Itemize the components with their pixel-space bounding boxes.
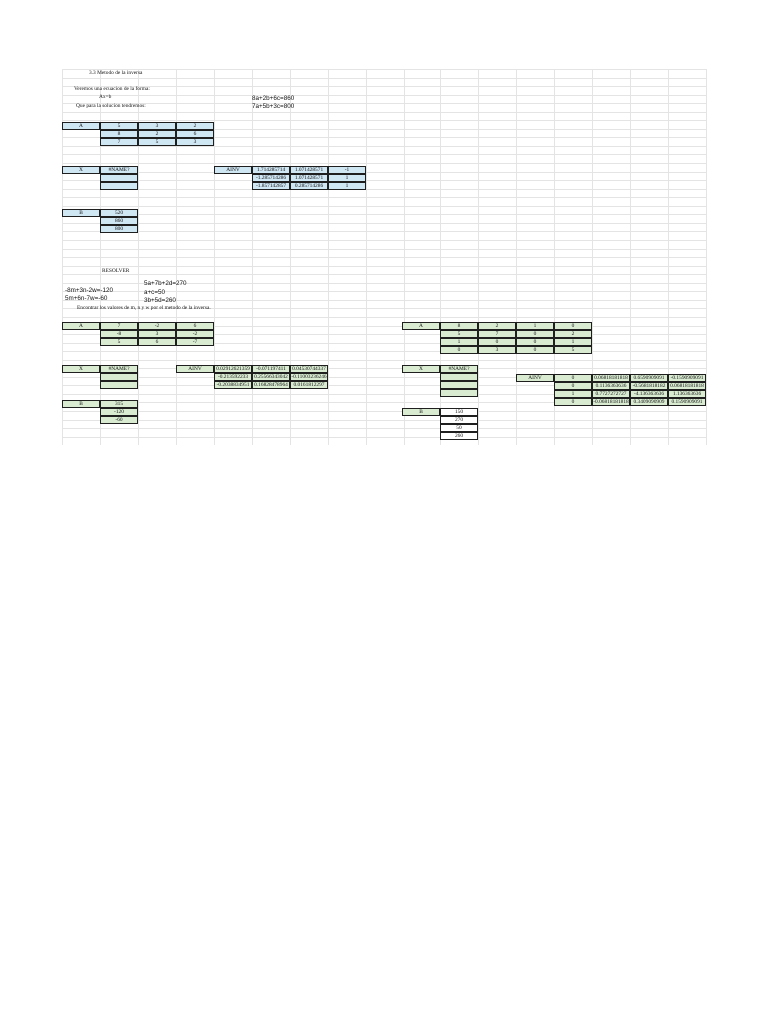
- matrix-ainv3-cell[interactable]: 0.06818181818: [668, 382, 706, 390]
- matrix-ainv2-cell[interactable]: 0.04530744337: [290, 365, 328, 373]
- matrix-ainv3-cell[interactable]: 0: [554, 374, 592, 382]
- vector-x3-cell[interactable]: #NAME?: [440, 365, 478, 373]
- matrix-a2-cell[interactable]: 7: [100, 322, 138, 330]
- matrix-a2-cell[interactable]: -2: [176, 330, 214, 338]
- matrix-ainv2-cell[interactable]: 0.02912621359: [214, 365, 252, 373]
- vector-x3-cell[interactable]: [440, 389, 478, 397]
- matrix-a3-cell[interactable]: 0: [516, 338, 554, 346]
- matrix-ainv3-cell[interactable]: -4.136363636: [630, 390, 668, 398]
- resolver-eq-1: 5a+7b+2d=270: [144, 280, 187, 287]
- matrix-ainv2-cell[interactable]: 0.16828478964: [252, 381, 290, 389]
- resolver-eq-2: a+c=50: [144, 289, 166, 296]
- vector-b2-cell[interactable]: -60: [100, 416, 138, 424]
- vector-b3-cell[interactable]: 150: [440, 408, 478, 416]
- vector-b3-cell[interactable]: 260: [440, 432, 478, 440]
- matrix-a-cell[interactable]: 5: [138, 138, 176, 146]
- vector-b-label[interactable]: B: [62, 209, 100, 217]
- matrix-a2-cell[interactable]: -8: [100, 330, 138, 338]
- matrix-a3-cell[interactable]: 5: [440, 330, 478, 338]
- vector-b3-label[interactable]: B: [402, 408, 440, 416]
- matrix-a3-cell[interactable]: 7: [478, 330, 516, 338]
- matrix-a-cell[interactable]: 3: [138, 122, 176, 130]
- matrix-a-cell[interactable]: 6: [176, 130, 214, 138]
- matrix-a3-cell[interactable]: 0: [478, 338, 516, 346]
- vector-x2-cell[interactable]: #NAME?: [100, 365, 138, 373]
- matrix-a3-cell[interactable]: 2: [554, 330, 592, 338]
- vector-b-cell[interactable]: 800: [100, 225, 138, 233]
- matrix-a3-label[interactable]: A: [402, 322, 440, 330]
- matrix-ainv3-cell[interactable]: 0.7727272727: [592, 390, 630, 398]
- vector-x3-cell[interactable]: [440, 381, 478, 389]
- vector-x2-cell[interactable]: [100, 381, 138, 389]
- matrix-ainv2-cell[interactable]: -0.11003236246: [291, 374, 327, 380]
- vector-x-label[interactable]: X: [62, 166, 100, 174]
- vector-x3-cell[interactable]: [440, 373, 478, 381]
- matrix-a-label[interactable]: A: [62, 122, 100, 130]
- vector-b2-cell[interactable]: -120: [100, 408, 138, 416]
- resolver-eq-5: 5m+6n-7w=-60: [65, 295, 108, 302]
- matrix-a3-cell[interactable]: 0: [516, 330, 554, 338]
- vector-x3-label[interactable]: X: [402, 365, 440, 373]
- matrix-a-cell[interactable]: 2: [138, 130, 176, 138]
- spreadsheet[interactable]: [62, 69, 706, 445]
- matrix-ainv-cell[interactable]: 1.071428571: [290, 166, 328, 174]
- matrix-ainv3-cell[interactable]: 0.6590909091: [630, 374, 668, 382]
- matrix-ainv3-cell[interactable]: 0.1136363636: [592, 382, 630, 390]
- section-title: 3.3 Metodo de la inversa: [89, 70, 143, 76]
- matrix-ainv2-cell[interactable]: -0.213592233: [214, 373, 252, 381]
- matrix-ainv-cell[interactable]: -1.857142857: [252, 182, 290, 190]
- vector-b-cell[interactable]: 520: [100, 209, 138, 217]
- intro-line-1: Veremos una ecuacion de la forma:: [74, 86, 150, 92]
- resolver-prompt: Encontrar los valores de m, n y w por el metodo de la inversa.: [77, 305, 211, 311]
- matrix-ainv-cell[interactable]: -1.285714286: [252, 174, 290, 182]
- vector-x-cell[interactable]: #NAME?: [100, 166, 138, 174]
- matrix-a-cell[interactable]: 3: [176, 138, 214, 146]
- matrix-ainv-cell[interactable]: 0.285714286: [290, 182, 328, 190]
- matrix-ainv3-cell[interactable]: 0.1590909091: [668, 398, 706, 406]
- matrix-ainv-cell[interactable]: -1: [328, 166, 366, 174]
- matrix-ainv-label[interactable]: AINV: [214, 166, 252, 174]
- matrix-a2-cell[interactable]: 5: [100, 338, 138, 346]
- matrix-ainv3-cell[interactable]: -0.1590909091: [668, 374, 706, 382]
- vector-x-cell[interactable]: [100, 182, 138, 190]
- matrix-ainv2-cell[interactable]: 0.0161812297: [290, 381, 328, 389]
- vector-x2-label[interactable]: X: [62, 365, 100, 373]
- matrix-a2-cell[interactable]: 3: [138, 330, 176, 338]
- resolver-eq-4: -8m+3n-2w=-120: [65, 287, 113, 294]
- vector-b3-cell[interactable]: 270: [440, 416, 478, 424]
- matrix-ainv-cell[interactable]: 1: [328, 182, 366, 190]
- matrix-ainv3-cell[interactable]: -0.06818181818: [593, 399, 629, 405]
- matrix-ainv3-cell[interactable]: 0: [554, 382, 592, 390]
- matrix-ainv3-cell[interactable]: -0.5681818182: [630, 382, 668, 390]
- matrix-a2-cell[interactable]: -7: [176, 338, 214, 346]
- matrix-ainv3-cell[interactable]: 1.136363636: [668, 390, 706, 398]
- vector-b2-cell[interactable]: 315: [100, 400, 138, 408]
- matrix-a3-cell[interactable]: 5: [554, 346, 592, 354]
- matrix-ainv2-cell[interactable]: 0.25566343042: [252, 373, 290, 381]
- vector-b-cell[interactable]: 860: [100, 217, 138, 225]
- matrix-a-cell[interactable]: 7: [100, 138, 138, 146]
- matrix-a3-cell[interactable]: 2: [478, 322, 516, 330]
- intro-line-2: Ax=b: [99, 94, 112, 100]
- matrix-a3-cell[interactable]: 0: [516, 346, 554, 354]
- matrix-a-cell[interactable]: 5: [100, 122, 138, 130]
- matrix-a3-cell[interactable]: 1: [554, 338, 592, 346]
- resolver-label: RESOLVER: [102, 268, 130, 274]
- matrix-ainv3-cell[interactable]: 0.06818181818: [592, 374, 630, 382]
- matrix-ainv-cell[interactable]: 1: [328, 174, 366, 182]
- vector-b2-label[interactable]: B: [62, 400, 100, 408]
- matrix-ainv3-label[interactable]: AINV: [516, 374, 554, 382]
- matrix-a3-cell[interactable]: 1: [440, 338, 478, 346]
- intro-line-3: Que para la solucion tendremos:: [76, 103, 146, 109]
- vector-b3-cell[interactable]: 50: [440, 424, 478, 432]
- vector-x2-cell[interactable]: [100, 373, 138, 381]
- matrix-a-cell[interactable]: 8: [100, 130, 138, 138]
- matrix-a2-label[interactable]: A: [62, 322, 100, 330]
- matrix-a3-cell[interactable]: 1: [516, 322, 554, 330]
- equation-2: 7a+5b+3c=800: [252, 103, 295, 110]
- matrix-a2-cell[interactable]: 6: [138, 338, 176, 346]
- equation-1: 8a+2b+6c=860: [252, 95, 295, 102]
- vector-x-cell[interactable]: [100, 174, 138, 182]
- matrix-ainv3-cell[interactable]: 0.3409090909: [630, 398, 668, 406]
- matrix-ainv-cell[interactable]: 1.714285714: [252, 166, 290, 174]
- matrix-a-cell[interactable]: 2: [176, 122, 214, 130]
- matrix-ainv3-cell[interactable]: 0: [554, 398, 592, 406]
- matrix-ainv-cell[interactable]: 1.071428571: [290, 174, 328, 182]
- matrix-ainv2-cell[interactable]: -0.071197411: [252, 365, 290, 373]
- matrix-ainv2-cell[interactable]: -0.2038834951: [214, 381, 252, 389]
- resolver-eq-3: 3b+5d=260: [144, 297, 176, 304]
- matrix-a3-cell[interactable]: 3: [478, 346, 516, 354]
- matrix-a3-cell[interactable]: 8: [440, 322, 478, 330]
- matrix-ainv2-label[interactable]: AINV: [176, 365, 214, 373]
- matrix-a3-cell[interactable]: 0: [554, 322, 592, 330]
- matrix-a2-cell[interactable]: -2: [138, 322, 176, 330]
- matrix-a2-cell[interactable]: 6: [176, 322, 214, 330]
- matrix-ainv3-cell[interactable]: 1: [554, 390, 592, 398]
- matrix-a3-cell[interactable]: 0: [440, 346, 478, 354]
